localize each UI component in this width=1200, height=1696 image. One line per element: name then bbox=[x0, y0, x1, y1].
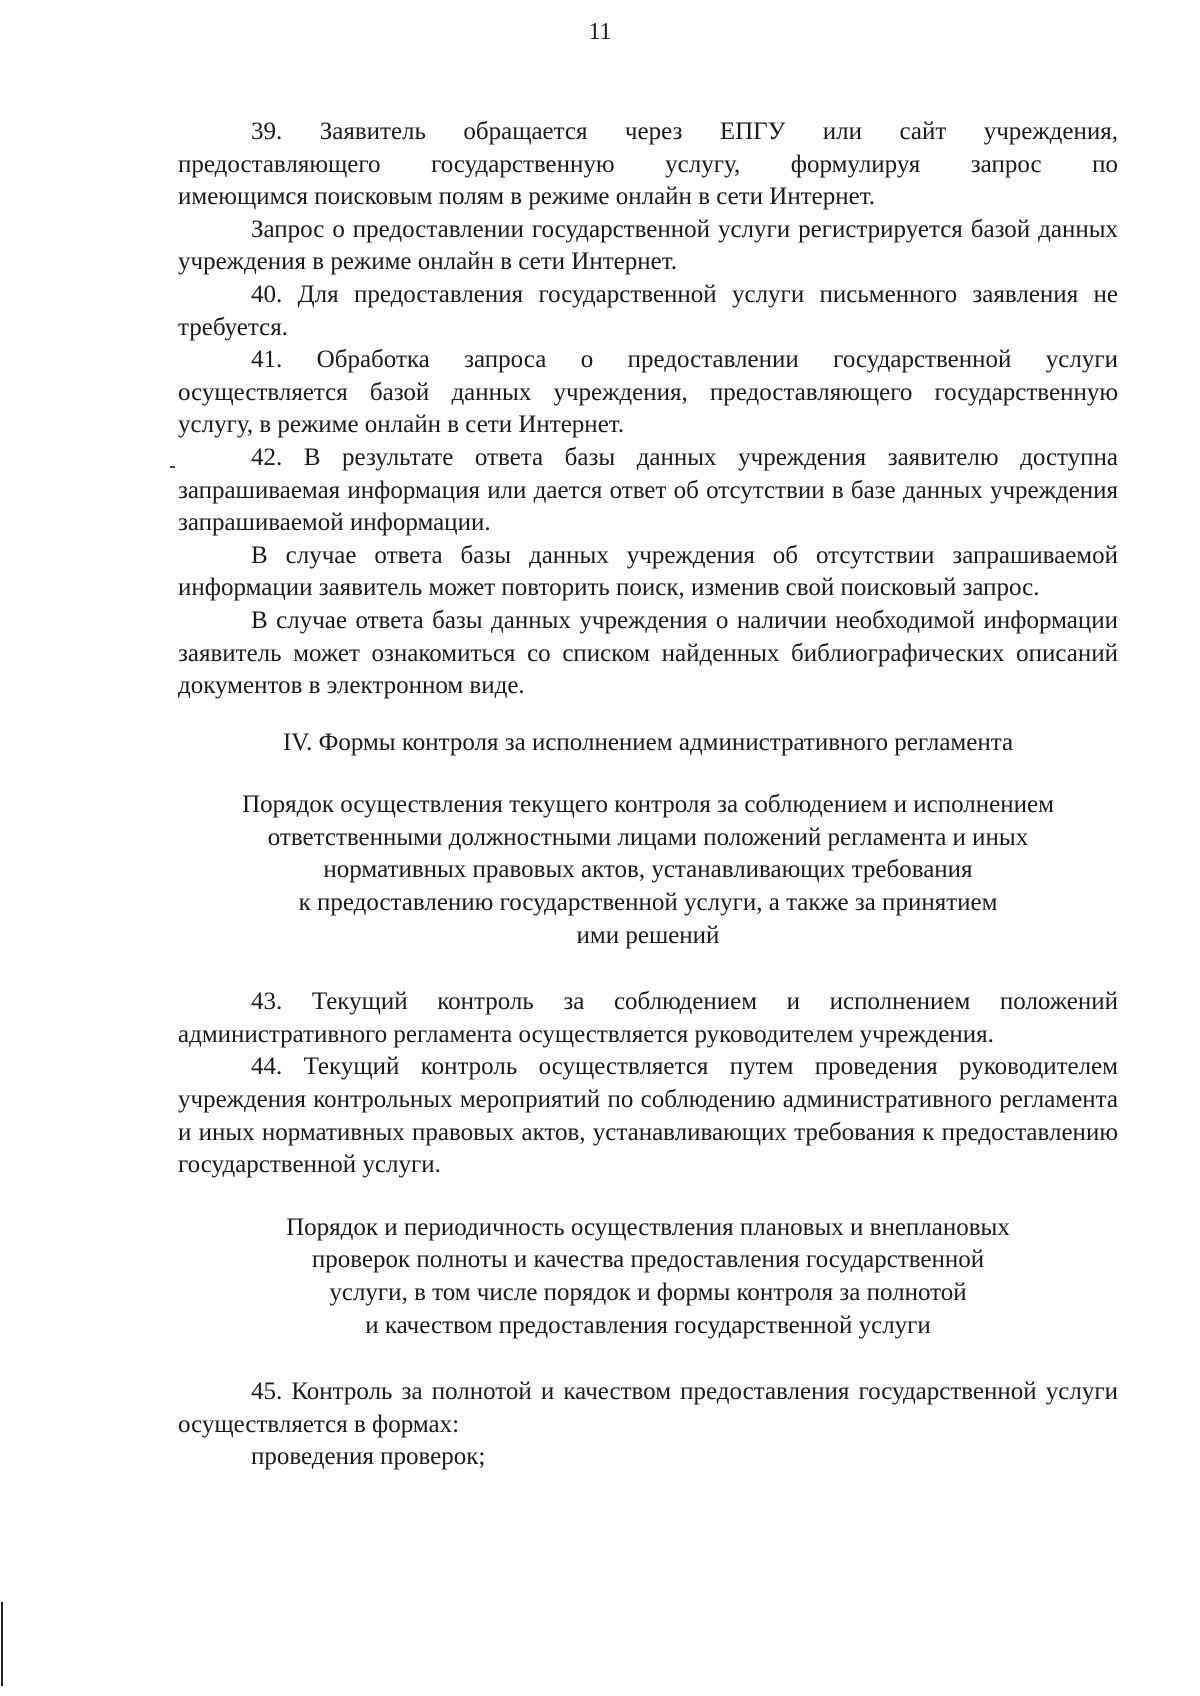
paragraph-39-line-3: имеющимся поисковым полям в режиме онлайн в сети Интернет. bbox=[178, 183, 876, 211]
paragraph-39-cont bbox=[178, 149, 1118, 214]
paragraph-45-item-1: проведения проверок; bbox=[251, 1443, 486, 1471]
subheading-1-line-3: нормативных правовых актов, устанавливающих требования bbox=[323, 856, 973, 884]
document-body bbox=[178, 116, 1118, 1474]
paragraph-43: 43. Текущий контроль за соблюдением и исполнением положений административного регламента осуществляется руководителем учреждения. bbox=[178, 988, 1118, 1048]
page-number: 11 bbox=[588, 19, 612, 45]
subheading-inspections bbox=[178, 1212, 1118, 1342]
subheading-2-line-2: проверок полноты и качества предоставления государственной bbox=[311, 1246, 985, 1274]
paragraph-45: 45. Контроль за полнотой и качеством предоставления государственной услуги осуществляется в формах: bbox=[178, 1378, 1118, 1438]
margin-dash-mark bbox=[170, 466, 175, 468]
subheading-2-line-4: и качеством предоставления государственной услуги bbox=[365, 1311, 931, 1339]
subheading-1-line-2: ответственными должностными лицами положений регламента и иных bbox=[267, 823, 1029, 851]
subheading-1-line-5: ими решений bbox=[576, 921, 720, 949]
paragraph-42-no-result: В случае ответа базы данных учреждения об отсутствии запрашиваемой информации заявитель может повторить поиск, изменив свой поисковый запрос. bbox=[178, 541, 1118, 602]
paragraph-39 bbox=[178, 116, 1118, 149]
paragraph-42: 42. В результате ответа базы данных учреждения заявителю доступна запрашиваемая информация или дается ответ об отсутствии в базе данных учреждения запрашиваемой информации. bbox=[178, 443, 1118, 537]
subheading-current-control bbox=[178, 789, 1118, 952]
section-4-title: IV. Формы контроля за исполнением административного регламента bbox=[282, 728, 1014, 756]
paragraph-41: 41. Обработка запроса о предоставлении государственной услуги осуществляется базой данных учреждения, предоставляющего государственную услугу, в режиме онлайн в сети Интернет. bbox=[178, 346, 1118, 439]
paragraph-42-found-result: В случае ответа базы данных учреждения о наличии необходимой информации заявитель может ознакомиться со списком найденных библиографических описаний документов в электронном виде. bbox=[178, 606, 1118, 700]
subheading-1-line-4: к предоставлению государственной услуги, а также за принятием bbox=[298, 889, 998, 917]
subheading-2-line-1: Порядок и периодичность осуществления плановых и внеплановых bbox=[286, 1213, 1010, 1241]
subheading-1-line-1: Порядок осуществления текущего контроля за соблюдением и исполнением bbox=[242, 791, 1054, 819]
paragraph-40: 40. Для предоставления государственной услуги письменного заявления не требуется. bbox=[178, 280, 1118, 341]
paragraph-44: 44. Текущий контроль осуществляется путем проведения руководителем учреждения контрольных мероприятий по соблюдению административного регламента и иных нормативных правовых актов, устанавливающих требования к предоставлению государственной услуги. bbox=[178, 1053, 1118, 1179]
subheading-2-line-3: услуги, в том числе порядок и формы контроля за полнотой bbox=[329, 1279, 967, 1306]
paragraph-39-registration: Запрос о предоставлении государственной услуги регистрируется базой данных учреждения в режиме онлайн в сети Интернет. bbox=[178, 215, 1118, 276]
paragraph-39-line-2: предоставляющего государственную услугу, формулируя запрос по bbox=[178, 150, 1118, 178]
paragraph-39-line-1: 39. Заявитель обращается через ЕПГУ или сайт учреждения, bbox=[251, 118, 1118, 145]
scan-edge-mark bbox=[1, 1602, 3, 1686]
